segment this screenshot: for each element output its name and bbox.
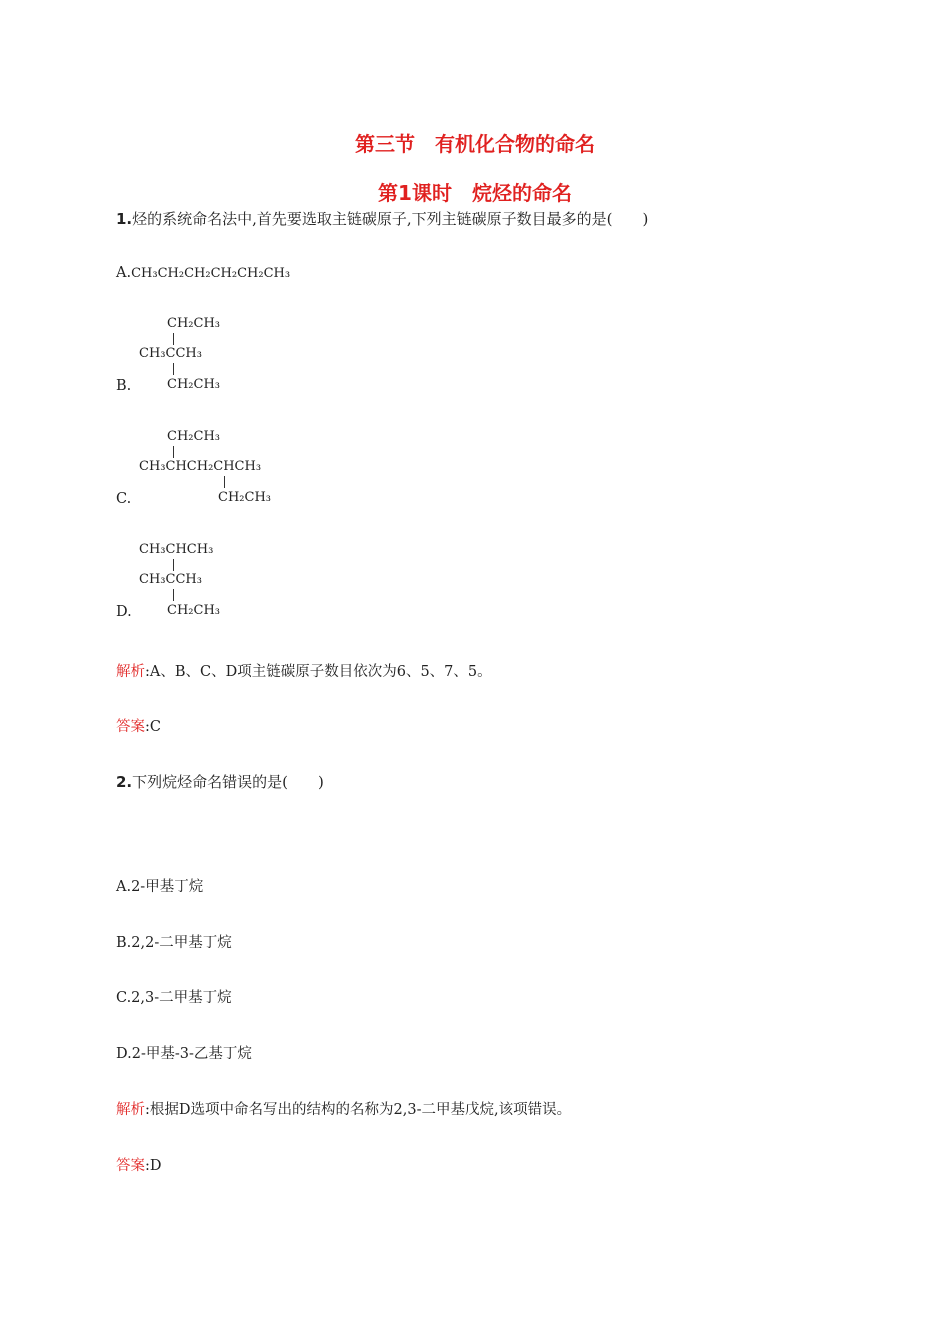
q2-answer-text: :D: [145, 1158, 162, 1174]
q1-option-b-label: B.: [116, 378, 132, 394]
q1-option-d-main-chain: CH₃CCH₃: [139, 572, 202, 587]
q1-option-c-bottom-group: CH₂CH₃: [218, 490, 271, 505]
q1-option-a: [116, 265, 290, 281]
q1-analysis-label: 解析: [116, 664, 145, 680]
lesson-title: 第1课时 烷烃的命名: [378, 181, 572, 205]
q1-answer-label: 答案: [116, 719, 145, 735]
q1-option-d-bottom-group: CH₂CH₃: [167, 603, 220, 618]
question-1: [116, 208, 648, 229]
q1-answer: [116, 715, 161, 736]
q1-option-b-bottom-group: CH₂CH₃: [167, 377, 220, 392]
q1-option-c-label: C.: [116, 491, 132, 507]
q1-option-d-bond-top: [173, 559, 174, 571]
q2-option-b: B.2,2-二甲基丁烷: [116, 935, 232, 951]
question-2-number: 2.: [116, 773, 133, 791]
q1-option-d-top-group: CH₃CHCH₃: [139, 542, 214, 557]
q1-answer-text: :C: [145, 719, 161, 735]
q2-analysis: [116, 1098, 571, 1119]
q1-option-a-label: A.: [116, 265, 132, 281]
q1-option-b-top-group: CH₂CH₃: [167, 316, 220, 331]
q2-option-d: D.2-甲基-3-乙基丁烷: [116, 1046, 252, 1062]
q1-option-b-bond-bottom: [173, 363, 174, 375]
question-2-text: 下列烷烃命名错误的是( ): [132, 773, 324, 791]
q2-answer-label: 答案: [116, 1158, 145, 1174]
q1-option-d-label: D.: [116, 604, 132, 620]
q1-option-c-top-group: CH₂CH₃: [167, 429, 220, 444]
q1-option-c-bond-bottom: [224, 476, 225, 488]
q1-analysis-text: :A、B、C、D项主链碳原子数目依次为6、5、7、5。: [145, 664, 492, 680]
q2-option-a: A.2-甲基丁烷: [116, 879, 204, 895]
q1-option-d-bond-bottom: [173, 589, 174, 601]
q2-answer: [116, 1154, 162, 1175]
question-1-number: 1.: [116, 210, 133, 228]
q1-option-b-main-chain: CH₃CCH₃: [139, 346, 202, 361]
q1-option-b-bond-top: [173, 333, 174, 345]
question-2: [116, 771, 324, 792]
q2-option-c: C.2,3-二甲基丁烷: [116, 990, 232, 1006]
q1-option-c-bond-top: [173, 446, 174, 458]
q2-analysis-label: 解析: [116, 1102, 145, 1118]
question-1-text: 烃的系统命名法中,首先要选取主链碳原子,下列主链碳原子数目最多的是( ): [132, 210, 649, 228]
q1-analysis: [116, 660, 492, 681]
q1-option-a-formula: CH₃CH₂CH₂CH₂CH₂CH₃: [131, 266, 291, 281]
q2-analysis-text: :根据D选项中命名写出的结构的名称为2,3-二甲基戊烷,该项错误。: [145, 1102, 572, 1118]
q1-option-c-main-chain: CH₃CHCH₂CHCH₃: [139, 459, 262, 474]
section-title: 第三节 有机化合物的命名: [355, 132, 595, 156]
